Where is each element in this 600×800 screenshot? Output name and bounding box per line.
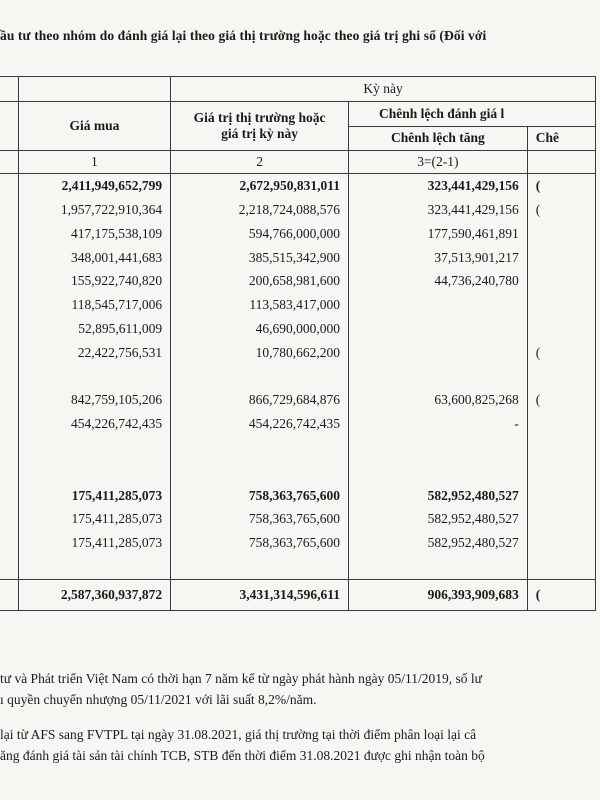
table-cell bbox=[0, 341, 18, 365]
table-cell bbox=[0, 460, 18, 484]
table-cell: 200,658,981,600 bbox=[171, 270, 349, 294]
column-index-row bbox=[0, 151, 596, 174]
table-cell bbox=[171, 436, 349, 460]
table-cell bbox=[527, 460, 595, 484]
valuation-table bbox=[0, 76, 596, 611]
table-cell bbox=[0, 436, 18, 460]
index-cell bbox=[527, 151, 595, 174]
table-row bbox=[0, 341, 596, 365]
table-cell: 385,515,342,900 bbox=[171, 246, 349, 270]
table-row bbox=[0, 579, 596, 610]
table-row bbox=[0, 555, 596, 579]
table-cell bbox=[527, 484, 595, 508]
header-row-2 bbox=[0, 101, 596, 126]
table-row bbox=[0, 436, 596, 460]
table-cell: 758,363,765,600 bbox=[171, 531, 349, 555]
index-cell bbox=[0, 151, 18, 174]
table-cell: 323,441,429,156 bbox=[349, 174, 528, 198]
table-cell bbox=[0, 508, 18, 532]
corner-cell bbox=[0, 77, 18, 102]
table-cell: 348,001,441,683 bbox=[18, 246, 170, 270]
table-cell bbox=[0, 270, 18, 294]
footnote-line: ı quyền chuyển nhượng 05/11/2021 với lãi suất 8,2%/năm. bbox=[0, 692, 317, 707]
header-gia-mua: Giá mua bbox=[18, 101, 170, 151]
index-cell: 1 bbox=[18, 151, 170, 174]
table-cell bbox=[0, 293, 18, 317]
table-cell: 454,226,742,435 bbox=[171, 412, 349, 436]
table-cell: 582,952,480,527 bbox=[349, 508, 528, 532]
table-row bbox=[0, 531, 596, 555]
table-cell: ( bbox=[527, 341, 595, 365]
table-cell bbox=[0, 412, 18, 436]
index-cell: 2 bbox=[171, 151, 349, 174]
table-cell: 866,729,684,876 bbox=[171, 389, 349, 413]
table-cell: 175,411,285,073 bbox=[18, 508, 170, 532]
table-cell bbox=[0, 389, 18, 413]
table-row bbox=[0, 293, 596, 317]
table-cell: ( bbox=[527, 174, 595, 198]
table-cell bbox=[527, 222, 595, 246]
footnotes bbox=[0, 668, 600, 766]
table-row bbox=[0, 317, 596, 341]
table-cell: 155,922,740,820 bbox=[18, 270, 170, 294]
table-cell bbox=[349, 436, 528, 460]
table-cell: 842,759,105,206 bbox=[18, 389, 170, 413]
table-cell bbox=[0, 484, 18, 508]
table-cell bbox=[527, 293, 595, 317]
table-cell bbox=[18, 555, 170, 579]
header-gia-tri-thi-truong bbox=[171, 101, 349, 151]
table-cell: ( bbox=[527, 389, 595, 413]
table-cell: 2,411,949,652,799 bbox=[18, 174, 170, 198]
table-cell bbox=[18, 460, 170, 484]
table-cell: 2,218,724,088,576 bbox=[171, 198, 349, 222]
table-cell bbox=[349, 341, 528, 365]
table-cell bbox=[349, 365, 528, 389]
blank-header-cell bbox=[18, 77, 170, 102]
table-cell: 44,736,240,780 bbox=[349, 270, 528, 294]
index-cell: 3=(2-1) bbox=[349, 151, 528, 174]
table-cell: 594,766,000,000 bbox=[171, 222, 349, 246]
table-cell: 10,780,662,200 bbox=[171, 341, 349, 365]
table-row bbox=[0, 460, 596, 484]
table-cell bbox=[0, 317, 18, 341]
table-cell: 582,952,480,527 bbox=[349, 531, 528, 555]
header-gtt-line2: giá trị kỳ này bbox=[221, 126, 299, 142]
table-row bbox=[0, 389, 596, 413]
table-cell bbox=[0, 579, 18, 610]
table-row bbox=[0, 198, 596, 222]
table-cell bbox=[527, 531, 595, 555]
corner-cell bbox=[0, 101, 18, 151]
table-cell bbox=[527, 317, 595, 341]
table-cell bbox=[527, 436, 595, 460]
footnote-line: lại từ AFS sang FVTPL tại ngày 31.08.2021, giá thị trường tại thời điểm phân loại lại câ bbox=[0, 727, 477, 742]
table-cell bbox=[349, 293, 528, 317]
table-cell bbox=[349, 460, 528, 484]
table-cell: 758,363,765,600 bbox=[171, 484, 349, 508]
table-cell: 582,952,480,527 bbox=[349, 484, 528, 508]
table-cell: - bbox=[349, 412, 528, 436]
table-row bbox=[0, 484, 596, 508]
table-cell: 175,411,285,073 bbox=[18, 531, 170, 555]
footnote-line: ăng đánh giá tài sản tài chính TCB, STB đến thời điểm 31.08.2021 được ghi nhận toàn bộ bbox=[0, 748, 485, 763]
table-cell bbox=[18, 436, 170, 460]
table-cell: 2,672,950,831,011 bbox=[171, 174, 349, 198]
table-cell: 175,411,285,073 bbox=[18, 484, 170, 508]
table-cell: ( bbox=[527, 198, 595, 222]
table-cell: 177,590,461,891 bbox=[349, 222, 528, 246]
table-cell: 417,175,538,109 bbox=[18, 222, 170, 246]
table-cell bbox=[171, 365, 349, 389]
table-cell bbox=[0, 222, 18, 246]
table-cell: 906,393,909,683 bbox=[349, 579, 528, 610]
table-cell bbox=[0, 174, 18, 198]
table-cell: 63,600,825,268 bbox=[349, 389, 528, 413]
header-chenh-lech-tang: Chênh lệch tăng bbox=[349, 126, 528, 151]
table-cell: 323,441,429,156 bbox=[349, 198, 528, 222]
table-cell: 118,545,717,006 bbox=[18, 293, 170, 317]
table-cell bbox=[527, 270, 595, 294]
table-cell: 2,587,360,937,872 bbox=[18, 579, 170, 610]
table-cell bbox=[349, 555, 528, 579]
header-row-1 bbox=[0, 77, 596, 102]
table-cell bbox=[527, 555, 595, 579]
table-cell: 52,895,611,009 bbox=[18, 317, 170, 341]
header-gtt-line1: Giá trị thị trường hoặc bbox=[193, 110, 326, 126]
table-row bbox=[0, 508, 596, 532]
table-cell bbox=[0, 198, 18, 222]
table-cell bbox=[349, 317, 528, 341]
table-cell: 37,513,901,217 bbox=[349, 246, 528, 270]
table-cell: ( bbox=[527, 579, 595, 610]
table-cell: 22,422,756,531 bbox=[18, 341, 170, 365]
table-cell bbox=[171, 555, 349, 579]
table-cell bbox=[527, 365, 595, 389]
table-cell: 758,363,765,600 bbox=[171, 508, 349, 532]
table-row bbox=[0, 365, 596, 389]
table-row bbox=[0, 246, 596, 270]
table-cell bbox=[0, 531, 18, 555]
table-cell bbox=[527, 246, 595, 270]
table-cell: 454,226,742,435 bbox=[18, 412, 170, 436]
footnote-line: tư và Phát triển Việt Nam có thời hạn 7 năm kể từ ngày phát hành ngày 05/11/2019, số lư bbox=[0, 671, 482, 686]
table-cell bbox=[0, 246, 18, 270]
table-cell: 46,690,000,000 bbox=[171, 317, 349, 341]
table-cell bbox=[171, 460, 349, 484]
table-cell bbox=[18, 365, 170, 389]
header-chenh-lech-giam: Chê bbox=[527, 126, 595, 151]
table-cell: 1,957,722,910,364 bbox=[18, 198, 170, 222]
header-chenh-lech: Chênh lệch đánh giá l bbox=[349, 101, 596, 126]
table-cell bbox=[527, 508, 595, 532]
table-cell: 3,431,314,596,611 bbox=[171, 579, 349, 610]
table-row bbox=[0, 412, 596, 436]
table-row bbox=[0, 222, 596, 246]
section-title: ầu tư theo nhóm do đánh giá lại theo giá thị trường hoặc theo giá trị ghi sổ (Đối với bbox=[0, 28, 487, 43]
table-cell: 113,583,417,000 bbox=[171, 293, 349, 317]
table-row bbox=[0, 174, 596, 198]
table-cell bbox=[0, 555, 18, 579]
table-row bbox=[0, 270, 596, 294]
header-ky-nay: Kỳ này bbox=[171, 77, 596, 102]
table-cell bbox=[527, 412, 595, 436]
table-cell bbox=[0, 365, 18, 389]
